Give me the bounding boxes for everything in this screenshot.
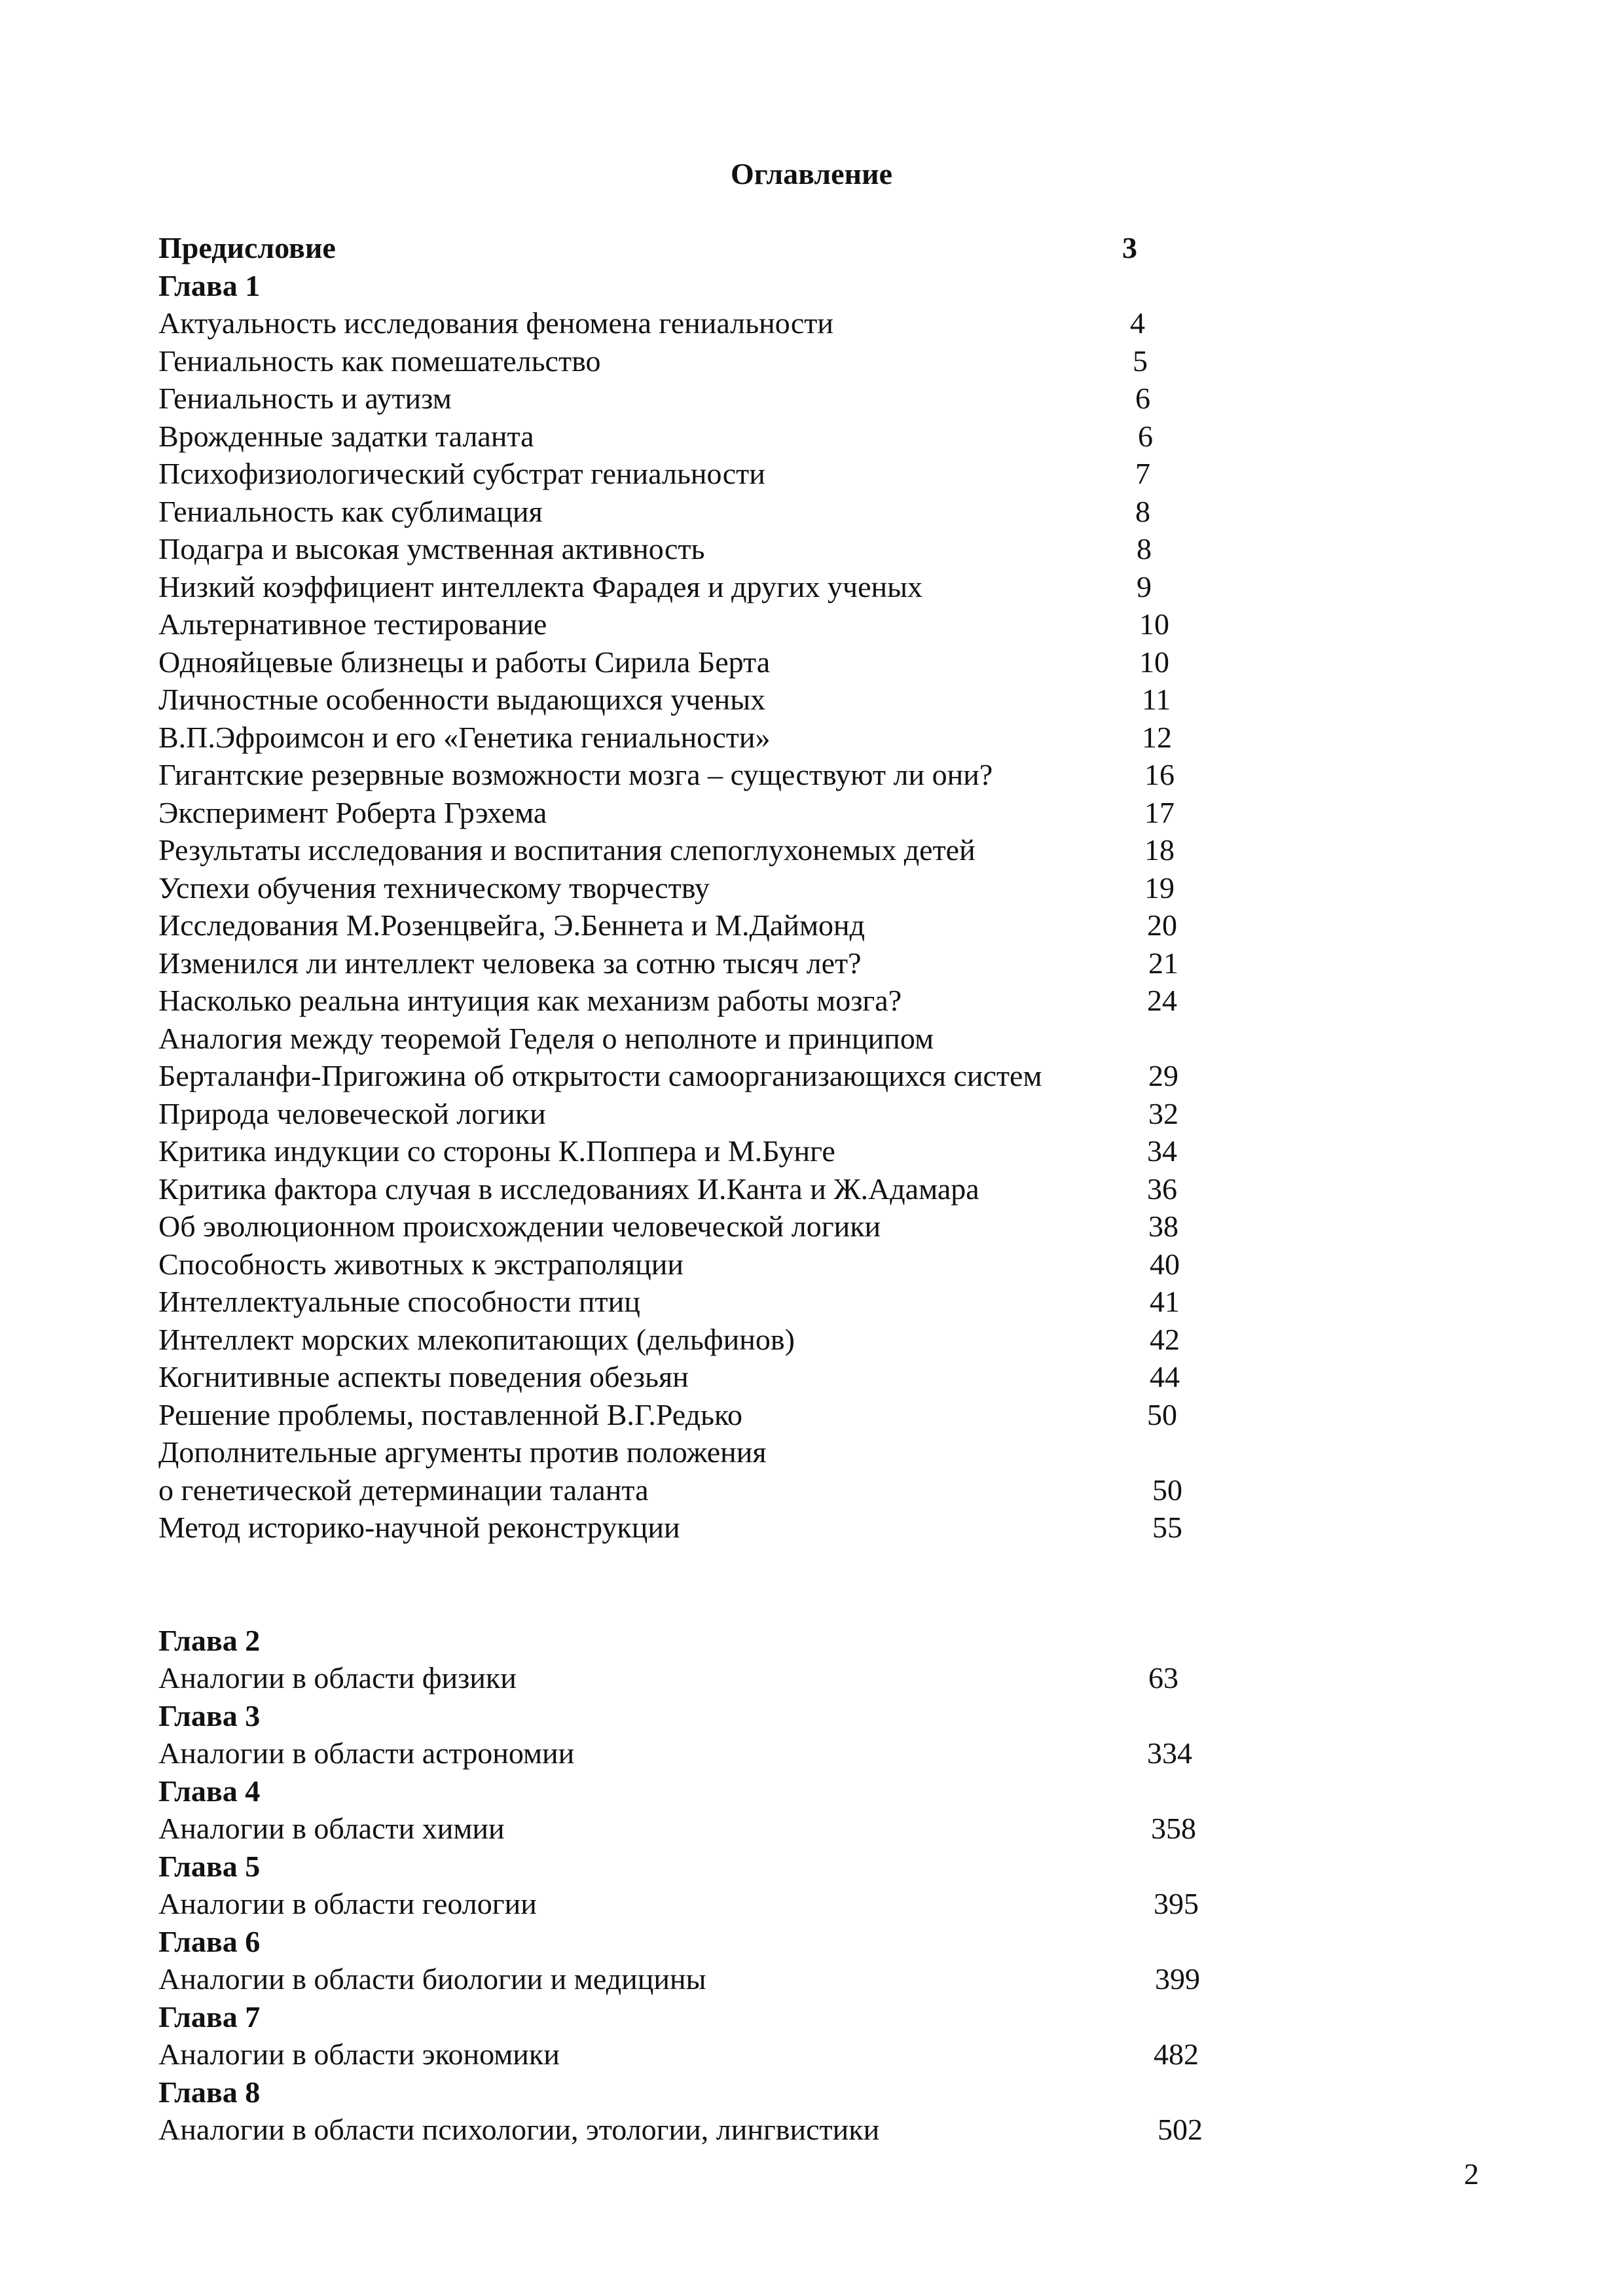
toc-entry-page: 8 [1137,532,1152,565]
toc-entry [158,380,1271,418]
toc-entry-text: В.П.Эфроимсон и его «Генетика гениальности» [158,720,771,754]
toc-entry-text: Гигантские резервные возможности мозга – существуют ли они? [158,758,993,791]
toc-entry-text: Глава 1 [158,268,261,302]
table-of-contents [158,229,1271,2149]
toc-entry-page: 7 [1135,457,1150,490]
toc-entry-page: 5 [1133,344,1148,378]
toc-entry-page: 50 [1147,1397,1177,1431]
toc-entry-text: Аналогии в области психологии, этологии, лингвистики [158,2113,880,2146]
toc-entry-page: 29 [1148,1059,1178,1092]
toc-entry [158,831,1271,869]
toc-entry-page: 9 [1137,569,1152,603]
toc-entry [158,1095,1271,1133]
toc-entry-page: 20 [1147,908,1177,942]
toc-entry-text: Природа человеческой логики [158,1096,546,1130]
toc-entry [158,1283,1271,1321]
toc-entry [158,1885,1271,1923]
toc-entry [158,455,1271,493]
toc-entry-text: Аналогии в области геологии [158,1887,537,1920]
toc-entry-page: 24 [1147,984,1177,1017]
toc-entry-text: Аналогии в области химии [158,1812,505,1845]
toc-entry [158,530,1271,568]
toc-entry [158,944,1271,982]
toc-entry [158,1396,1271,1434]
toc-entry-page: 10 [1139,645,1169,679]
toc-entry-page: 358 [1151,1812,1196,1845]
toc-entry-page: 55 [1152,1511,1182,1544]
toc-entry [158,304,1271,342]
toc-entry [158,756,1271,794]
toc-entry-page: 11 [1142,683,1171,716]
toc-entry-page: 334 [1147,1736,1192,1770]
chapter-heading [158,1622,1271,1660]
toc-entry-text: Психофизиологический субстрат гениальности [158,457,765,490]
toc-entry-text: Эксперимент Роберта Грэхема [158,795,547,829]
toc-entry [158,605,1271,643]
toc-entry-text: Критика фактора случая в исследованиях И.Канта и Ж.Адамара [158,1172,979,1206]
toc-entry [158,869,1271,907]
toc-entry-page: 44 [1150,1360,1180,1393]
toc-entry-page: 399 [1155,1962,1200,1996]
toc-entry-text: Берталанфи-Пригожина об открытости самоорганизающихся систем [158,1059,1042,1092]
toc-entry-page: 10 [1139,607,1169,641]
toc-entry-text: Глава 3 [158,1698,261,1732]
toc-entry [158,1471,1271,1509]
toc-entry-text: Изменился ли интеллект человека за сотню тысяч лет? [158,946,862,980]
toc-entry-page: 50 [1152,1473,1182,1507]
toc-entry-text: Альтернативное тестирование [158,607,547,641]
toc-entry-page: 19 [1144,870,1175,905]
toc-entry-page: 4 [1130,306,1145,340]
chapter-heading [158,1697,1271,1735]
toc-entry-text: Глава 8 [158,2075,261,2109]
toc-entry [158,568,1271,606]
toc-entry-page: 34 [1147,1134,1177,1168]
toc-entry-text: Глава 2 [158,1623,261,1657]
toc-entry-text: Гениальность и аутизм [158,382,452,415]
toc-entry [158,2111,1271,2149]
toc-entry-text: Исследования М.Розенцвейга, Э.Беннета и М.Даймонд [158,908,866,942]
toc-entry [158,719,1271,757]
toc-entry-page: 12 [1142,720,1172,754]
toc-entry-text: Однояйцевые близнецы и работы Сирила Берта [158,645,771,679]
toc-entry-text: Аналогия между теоремой Геделя о неполноте и принципом [158,1021,934,1055]
toc-entry-text: Дополнительные аргументы против положения [158,1435,767,1469]
toc-entry [158,1509,1271,1547]
toc-entry-text: Аналогии в области экономики [158,2037,560,2071]
toc-entry-page: 502 [1158,2113,1203,2146]
toc-entry-text: Когнитивные аспекты поведения обезьян [158,1360,689,1393]
toc-entry [158,681,1271,719]
toc-entry [158,1321,1271,1359]
toc-entry [158,1810,1271,1848]
toc-entry-page: 36 [1147,1172,1177,1206]
toc-entry-text: Глава 4 [158,1774,261,1808]
chapter-heading [158,1998,1271,2036]
toc-entry-text: Насколько реальна интуиция как механизм работы мозга? [158,984,902,1017]
toc-entry-text: Аналогии в области биологии и медицины [158,1962,706,1996]
toc-entry [158,643,1271,681]
chapter-heading [158,267,1271,305]
toc-entry-page: 40 [1150,1247,1180,1281]
toc-entry [158,1020,1271,1058]
toc-entry-page: 3 [1122,231,1137,264]
toc-entry [158,2036,1271,2073]
toc-entry-text: Критика индукции со стороны К.Поппера и М.Бунге [158,1134,835,1168]
toc-entry [158,1132,1271,1170]
page-title: Оглавление [730,157,893,190]
toc-entry-page: 6 [1138,419,1153,453]
toc-entry-text: Гениальность как помешательство [158,344,601,378]
toc-entry-text: о генетической детерминации таланта [158,1473,649,1507]
toc-entry-text: Способность животных к экстраполяции [158,1247,684,1281]
toc-entry-text: Об эволюционном происхождении человеческой логики [158,1210,881,1243]
toc-entry [158,493,1271,531]
toc-entry [158,1170,1271,1208]
toc-entry-page: 42 [1150,1322,1180,1356]
toc-entry-page: 6 [1135,382,1150,415]
toc-entry-text: Метод историко-научной реконструкции [158,1511,680,1544]
chapter-heading [158,1848,1271,1886]
toc-entry [158,982,1271,1020]
toc-entry [158,1734,1271,1772]
toc-entry-preface [158,229,1271,267]
toc-entry-text: Гениальность как сублимация [158,494,543,528]
toc-entry-text: Глава 7 [158,2000,261,2034]
toc-entry-page: 16 [1144,758,1175,791]
toc-entry-text: Интеллект морских млекопитающих (дельфинов) [158,1322,795,1356]
toc-entry-page: 482 [1154,2037,1199,2071]
toc-entry-text: Решение проблемы, поставленной В.Г.Редько [158,1397,743,1431]
toc-entry-page: 17 [1144,795,1175,829]
toc-entry-text: Низкий коэффициент интеллекта Фарадея и других ученых [158,569,923,603]
toc-entry-text: Глава 5 [158,1849,261,1883]
page-number: 2 [1464,2157,1479,2191]
chapter-heading [158,1772,1271,1810]
toc-entry-text: Подагра и высокая умственная активность [158,532,705,565]
toc-entry-text: Результаты исследования и воспитания слепоглухонемых детей [158,833,976,867]
toc-entry-page: 21 [1148,946,1178,980]
toc-entry-text: Глава 6 [158,1924,261,1958]
toc-entry-text: Аналогии в области астрономии [158,1736,575,1770]
toc-entry [158,1358,1271,1396]
chapter-heading [158,1923,1271,1961]
toc-entry [158,906,1271,944]
toc-entry [158,1659,1271,1697]
toc-entry [158,1246,1271,1283]
toc-entry [158,1433,1271,1471]
toc-entry-page: 32 [1148,1096,1178,1130]
toc-entry [158,1960,1271,1998]
toc-entry-text: Врожденные задатки таланта [158,419,534,453]
toc-entry [158,1057,1271,1095]
chapter-heading [158,2073,1271,2111]
toc-entry [158,418,1271,456]
toc-entry-page: 18 [1144,833,1175,867]
toc-entry-page: 38 [1148,1210,1178,1243]
toc-entry-text: Актуальность исследования феномена гениальности [158,306,834,340]
toc-entry [158,794,1271,832]
toc-entry-text: Аналогии в области физики [158,1661,517,1695]
toc-entry-page: 41 [1150,1285,1180,1318]
toc-entry-text: Предисловие [158,231,336,264]
toc-entry [158,1208,1271,1246]
toc-entry-text: Интеллектуальные способности птиц [158,1285,640,1318]
toc-entry [158,342,1271,380]
toc-entry-page: 395 [1154,1887,1199,1920]
toc-entry-text: Личностные особенности выдающихся ученых [158,683,766,716]
toc-entry-page: 63 [1148,1661,1178,1695]
toc-entry-text: Успехи обучения техническому творчеству [158,870,710,905]
toc-entry-page: 8 [1135,494,1150,528]
